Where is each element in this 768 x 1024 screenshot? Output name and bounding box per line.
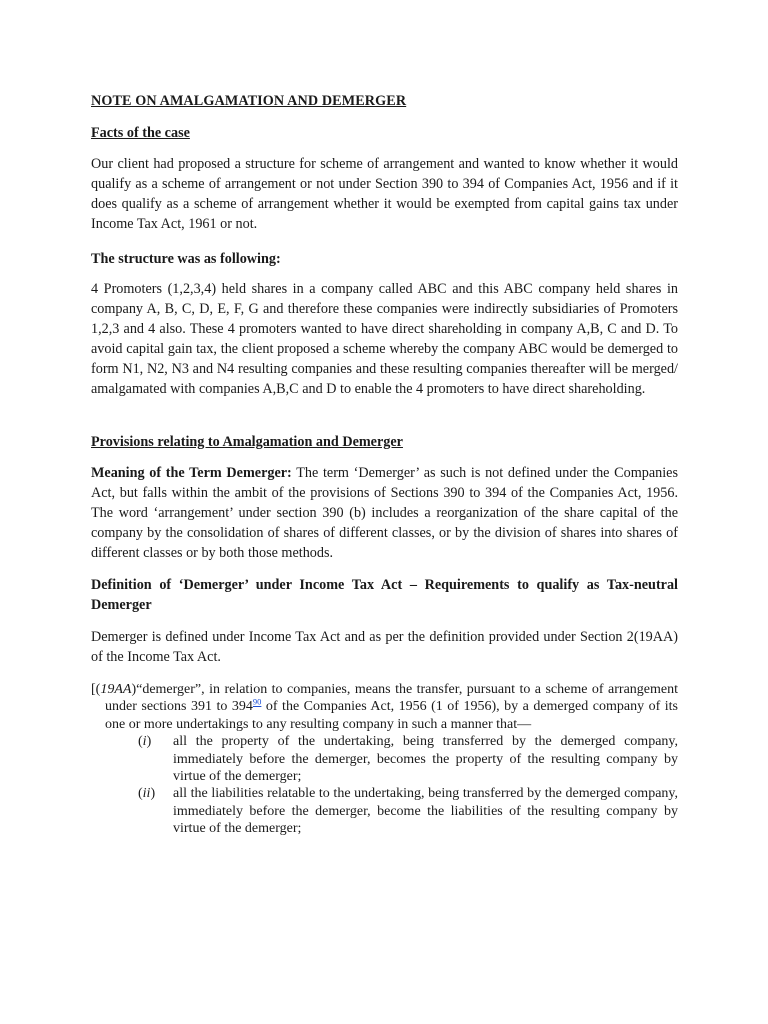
structure-heading: The structure was as following: bbox=[91, 251, 281, 267]
clause-item bbox=[91, 785, 678, 837]
definition-heading: Definition of ‘Demerger’ under Income Tax Act – Requirements to qualify as Tax-neutral Demerger bbox=[91, 577, 678, 613]
document-page bbox=[91, 91, 678, 837]
meaning-paragraph bbox=[91, 463, 678, 563]
meaning-label: Meaning of the Term Demerger: bbox=[91, 465, 292, 481]
facts-paragraph: Our client had proposed a structure for scheme of arrangement and wanted to know whether it would qualify as a scheme of arrangement or not under Section 390 to 394 of Companies Act, 1956 and if it does qualify as a scheme of arrangement whether it would be exempted from capital gains tax under Income Tax Act, 1961 or not. bbox=[91, 156, 678, 232]
meaning-text: The term ‘Demerger’ as such is not defined under the Companies Act, but falls within the ambit of the provisions of Sections 390 to 394 of the Companies Act, 1956. The word ‘arrangement’ under section 390 (b) includes a reorganization of the share capital of the company by the consolidation of shares of different classes, or by the division of shares into shares of different classes or by both those methods. bbox=[91, 465, 678, 561]
close-paren: ) bbox=[131, 682, 137, 697]
statute-lead bbox=[91, 681, 678, 733]
clause-number: (ii) bbox=[138, 786, 156, 802]
provisions-heading: Provisions relating to Amalgamation and Demerger bbox=[91, 434, 403, 450]
document-title: NOTE ON AMALGAMATION AND DEMERGER bbox=[91, 93, 407, 109]
open-bracket: [( bbox=[91, 682, 101, 697]
clause-text: all the liabilities relatable to the undertaking, being transferred by the demerged company, immediately before the demerger, become the liabilities of the resulting company by virtue of the demerger; bbox=[173, 786, 678, 837]
footnote-link[interactable]: 90 bbox=[252, 696, 262, 707]
definition-paragraph: Demerger is defined under Income Tax Act and as per the definition provided under Section 2(19AA) of the Income Tax Act. bbox=[91, 629, 678, 665]
clause-item bbox=[91, 733, 678, 785]
statute-lead-text-b: of the Companies Act, 1956 (1 of 1956), by a demerged company of its one or more undertakings to any resulting company in such a manner that— bbox=[105, 699, 678, 732]
section-ref: 19AA bbox=[100, 682, 132, 697]
clause-text: all the property of the undertaking, being transferred by the demerged company, immediately before the demerger, becomes the property of the resulting company by virtue of the demerger; bbox=[173, 734, 678, 785]
clause-number: (i) bbox=[138, 734, 152, 750]
statute-lead-text-a: “demerger”, in relation to companies, means the transfer, pursuant to a scheme of arrangement under sections 391 to 394 bbox=[105, 682, 678, 715]
facts-heading: Facts of the case bbox=[91, 125, 190, 141]
structure-paragraph: 4 Promoters (1,2,3,4) held shares in a company called ABC and this ABC company held shares in company A, B, C, D, E, F, G and therefore these companies were indirectly subsidiaries of Promoters 1,2,3 and 4 also. These 4 promoters wanted to have direct shareholding in company A,B, C and D. To avoid capital gain tax, the client proposed a scheme whereby the company ABC would be demerged to form N1, N2, N3 and N4 resulting companies and these resulting companies thereafter will be merged/ amalgamated with companies A,B,C and D to enable the 4 promoters to have direct shareholding. bbox=[91, 281, 678, 397]
statute-quote bbox=[91, 681, 678, 838]
